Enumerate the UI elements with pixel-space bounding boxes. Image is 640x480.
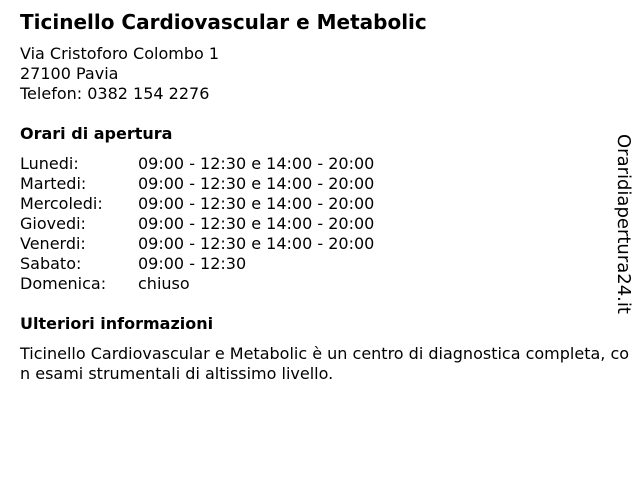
- time-range: 09:00 - 12:30: [138, 254, 247, 273]
- opening-hours-heading: Orari di apertura: [20, 124, 173, 143]
- address-block: [20, 44, 219, 104]
- day-label: Venerdi:: [20, 234, 86, 253]
- time-range: 09:00 - 12:30 e 14:00 - 20:00: [138, 174, 375, 193]
- watermark-text: Oraridiapertura24.it: [613, 134, 634, 314]
- time-range: chiuso: [138, 274, 190, 293]
- day-label: Martedi:: [20, 174, 87, 193]
- day-label: Lunedi:: [20, 154, 79, 173]
- city-postal-code: 27100 Pavia: [20, 64, 119, 83]
- business-description: Ticinello Cardiovascular e Metabolic è un centro di diagnostica completa, con esami strumentali di altissimo livello.: [20, 344, 630, 383]
- day-label: Mercoledi:: [20, 194, 103, 213]
- more-info-heading: Ulteriori informazioni: [20, 314, 214, 333]
- street-address: Via Cristoforo Colombo 1: [20, 44, 220, 63]
- time-range: 09:00 - 12:30 e 14:00 - 20:00: [138, 194, 375, 213]
- business-name: Ticinello Cardiovascular e Metabolic: [20, 10, 427, 34]
- day-label: Sabato:: [20, 254, 82, 273]
- time-range: 09:00 - 12:30 e 14:00 - 20:00: [138, 154, 375, 173]
- time-range: 09:00 - 12:30 e 14:00 - 20:00: [138, 214, 375, 233]
- phone-number: Telefon: 0382 154 2276: [20, 84, 210, 103]
- watermark: [596, 134, 636, 314]
- time-range: 09:00 - 12:30 e 14:00 - 20:00: [138, 234, 375, 253]
- day-label: Domenica:: [20, 274, 107, 293]
- day-label: Giovedi:: [20, 214, 86, 233]
